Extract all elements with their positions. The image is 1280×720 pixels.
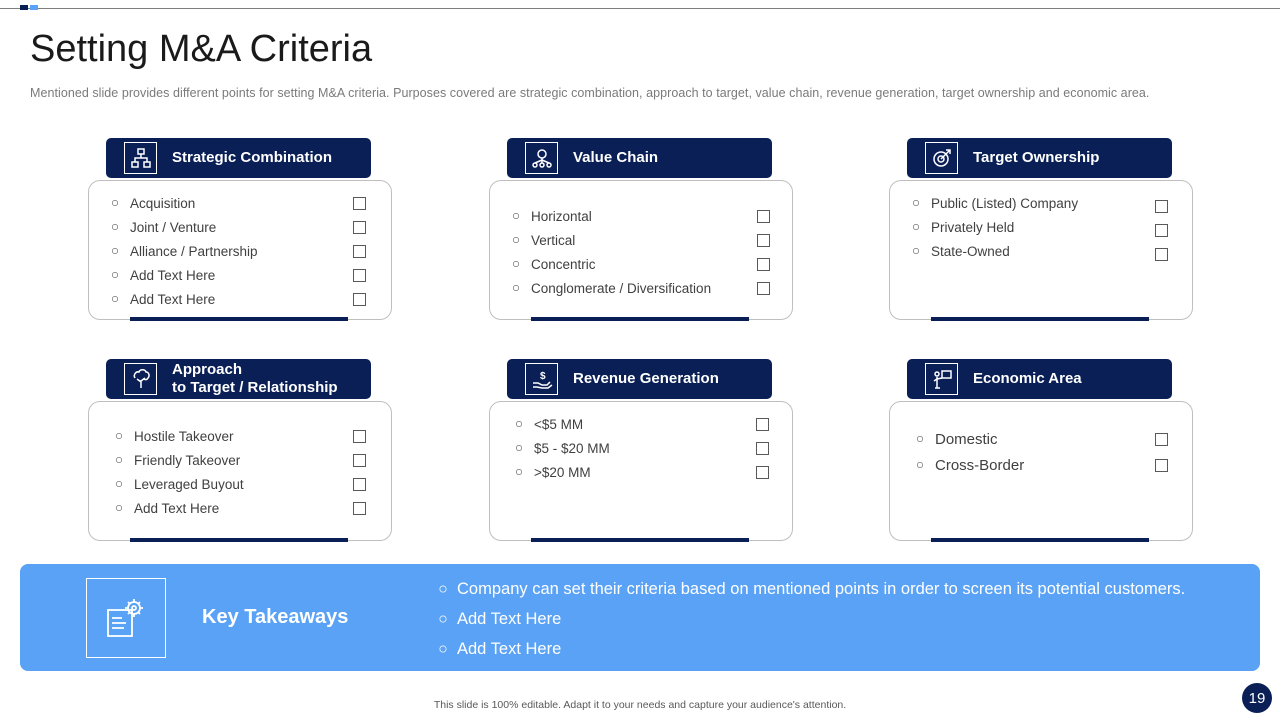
checkbox[interactable] (756, 442, 769, 455)
item-label: Domestic (935, 430, 998, 448)
bullet-icon (440, 646, 447, 653)
list-item (511, 228, 711, 252)
bullet-icon (112, 272, 118, 278)
card-target-ownership (889, 138, 1193, 328)
money-hand-icon (525, 363, 558, 395)
top-rule (0, 8, 1280, 9)
item-label: Friendly Takeover (134, 452, 241, 468)
footer-note: This slide is 100% editable. Adapt it to your needs and capture your audience's attention. (433, 699, 847, 711)
accent-square-navy (20, 5, 28, 10)
item-label: Vertical (531, 232, 576, 248)
list-item (511, 276, 711, 300)
card-economic-area (889, 359, 1193, 549)
card-title: Economic Area (973, 370, 1082, 387)
checkbox[interactable] (756, 418, 769, 431)
list-item (114, 424, 244, 448)
checkbox[interactable] (757, 234, 770, 247)
list-item (915, 426, 1024, 452)
list-item (110, 191, 258, 215)
bullet-icon (516, 469, 522, 475)
item-label: Cross-Border (935, 456, 1025, 474)
card-strategic-combination (88, 138, 392, 328)
bullet-icon (516, 421, 522, 427)
card-title: Revenue Generation (573, 370, 719, 387)
bullet-icon (116, 433, 122, 439)
card-underline (931, 317, 1149, 321)
card-header (907, 359, 1172, 399)
bullet-icon (913, 248, 919, 254)
bullet-icon (513, 237, 519, 243)
item-label: Alliance / Partnership (130, 243, 258, 259)
card-title (172, 359, 338, 399)
checkbox[interactable] (353, 478, 366, 491)
item-label: $5 - $20 MM (534, 440, 610, 456)
criteria-list (911, 191, 1078, 263)
checkbox[interactable] (1155, 433, 1168, 446)
list-item (514, 460, 610, 484)
item-label: Leveraged Buyout (134, 476, 244, 492)
item-label: Add Text Here (130, 267, 216, 283)
item-label: Conglomerate / Diversification (531, 280, 712, 296)
network-icon (525, 142, 558, 174)
list-item (114, 472, 244, 496)
checkbox[interactable] (353, 430, 366, 443)
item-label: <$5 MM (534, 416, 584, 432)
item-label: Horizontal (531, 208, 592, 224)
card-header (106, 359, 371, 399)
item-label: Privately Held (931, 219, 1015, 235)
bullet-icon (516, 445, 522, 451)
list-item (514, 436, 610, 460)
card-value-chain (489, 138, 793, 328)
list-item (110, 239, 258, 263)
list-item (514, 412, 610, 436)
svg-text:$: $ (539, 371, 546, 382)
key-takeaways-label: Key Takeaways (202, 606, 349, 628)
checkbox[interactable] (353, 269, 366, 282)
bullet-icon (913, 200, 919, 206)
key-takeaways-panel (20, 564, 1260, 671)
card-header (507, 138, 772, 178)
presenter-icon (925, 363, 958, 395)
list-item (511, 252, 711, 276)
item-label: Add Text Here (130, 291, 216, 307)
hierarchy-icon (124, 142, 157, 174)
checkbox[interactable] (353, 197, 366, 210)
criteria-list (514, 412, 610, 484)
card-title: Target Ownership (973, 149, 1100, 166)
criteria-list (110, 191, 258, 311)
item-label: Concentric (531, 256, 596, 272)
checkbox[interactable] (756, 466, 769, 479)
criteria-list (915, 426, 1024, 478)
checkbox[interactable] (757, 210, 770, 223)
bullet-icon (440, 616, 447, 623)
checkbox[interactable] (353, 221, 366, 234)
bullet-icon (116, 481, 122, 487)
card-underline (931, 538, 1149, 542)
list-item (911, 239, 1078, 263)
tree-icon (124, 363, 157, 395)
list-item (110, 215, 258, 239)
bullet-icon (513, 285, 519, 291)
item-label: State-Owned (931, 243, 1010, 259)
card-underline (130, 538, 348, 542)
bullet-icon (112, 296, 118, 302)
bullet-icon (112, 224, 118, 230)
card-underline (130, 317, 348, 321)
checkbox[interactable] (353, 454, 366, 467)
card-approach-to-target (88, 359, 392, 549)
card-revenue-generation (489, 359, 793, 549)
card-title: Strategic Combination (172, 149, 333, 166)
item-label: Acquisition (130, 195, 196, 211)
bullet-icon (913, 224, 919, 230)
checkbox[interactable] (353, 293, 366, 306)
target-icon (925, 142, 958, 174)
list-item (911, 191, 1078, 215)
takeaway-list (438, 574, 1185, 664)
item-label: Hostile Takeover (134, 428, 234, 444)
checkbox[interactable] (353, 245, 366, 258)
bullet-icon (116, 457, 122, 463)
takeaway-text: Add Text Here (457, 609, 562, 628)
checkbox[interactable] (757, 282, 770, 295)
list-item (110, 287, 258, 311)
card-title-line-1: Approach (172, 361, 243, 378)
list-item (915, 452, 1024, 478)
bullet-icon (112, 200, 118, 206)
checkbox[interactable] (1155, 200, 1168, 213)
page-title: Setting M&A Criteria (30, 28, 373, 70)
card-title-line-2: to Target / Relationship (172, 379, 338, 396)
page-subtitle: Mentioned slide provides different points for setting M&A criteria. Purposes covered are strategic combination, approach to target, value chain, revenue generation, target ownership and economic area. (30, 86, 1150, 100)
list-item (114, 448, 244, 472)
takeaway-item (438, 634, 1185, 664)
takeaway-item (438, 574, 1185, 604)
checkbox[interactable] (1155, 459, 1168, 472)
card-underline (531, 317, 749, 321)
criteria-list (114, 424, 244, 520)
checkbox[interactable] (757, 258, 770, 271)
bullet-icon (917, 436, 923, 442)
page-number: 19 (1242, 683, 1272, 713)
card-header (907, 138, 1172, 178)
card-header (106, 138, 371, 178)
item-label: >$20 MM (534, 464, 591, 480)
item-label: Joint / Venture (130, 219, 217, 235)
bullet-icon (112, 248, 118, 254)
bullet-icon (513, 261, 519, 267)
list-item (511, 204, 711, 228)
card-header (507, 359, 772, 399)
takeaway-item (438, 604, 1185, 634)
accent-square-blue (30, 5, 38, 10)
bullet-icon (513, 213, 519, 219)
card-title: Value Chain (573, 149, 659, 166)
settings-document-icon (86, 578, 166, 658)
takeaway-text: Add Text Here (457, 639, 562, 658)
list-item (110, 263, 258, 287)
list-item (114, 496, 244, 520)
checkbox[interactable] (353, 502, 366, 515)
bullet-icon (116, 505, 122, 511)
card-underline (531, 538, 749, 542)
bullet-icon (917, 462, 923, 468)
list-item (911, 215, 1078, 239)
checkbox[interactable] (1155, 224, 1168, 237)
bullet-icon (440, 586, 447, 593)
criteria-list (511, 204, 711, 300)
checkbox[interactable] (1155, 248, 1168, 261)
item-label: Add Text Here (134, 500, 220, 516)
item-label: Public (Listed) Company (931, 195, 1079, 211)
takeaway-text: Company can set their criteria based on mentioned points in order to screen its potential customers. (457, 579, 1186, 598)
